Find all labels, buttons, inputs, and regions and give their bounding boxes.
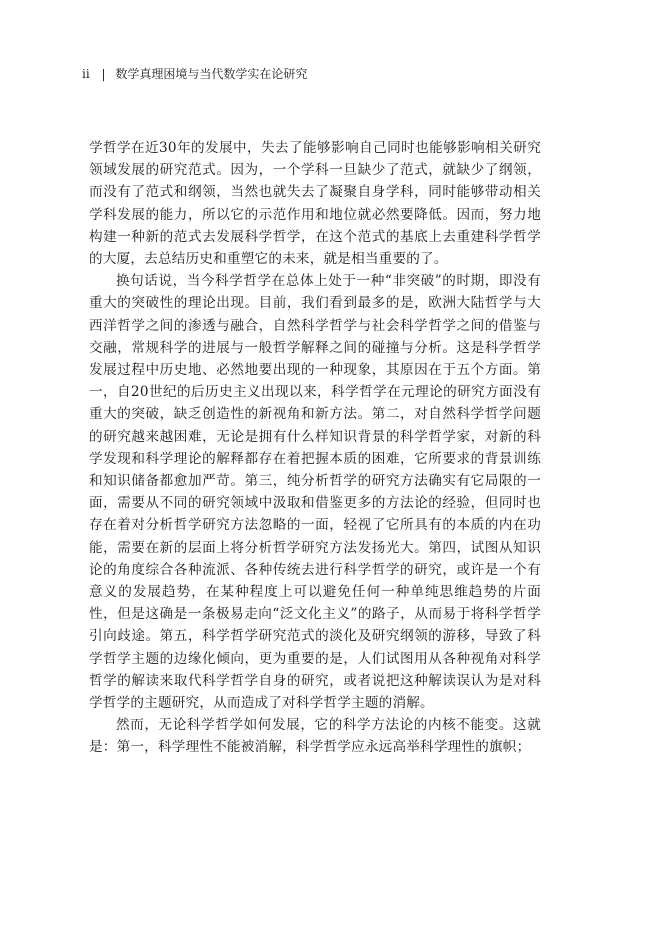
paragraph-methodology-core: 然而，无论科学哲学如何发展，它的科学方法论的内核不能变。这就是：第一，科学理性不能被消解，科学哲学应永远高举科学理性的旗帜；	[89, 717, 541, 756]
running-header	[82, 66, 307, 82]
book-title: 数学真理困境与当代数学实在论研究	[115, 67, 308, 81]
header-separator: |	[101, 67, 106, 81]
paragraph-continued: 学哲学在近30年的发展中，失去了能够影响自己同时也能够影响相关研究领域发展的研究范式。因为，一个学科一旦缺少了范式，就缺少了纲领，而没有了范式和纲领，当然也就失去了凝聚自身学科，同时能够带动相关学科发展的能力，所以它的示范作用和地位就必然要降低。因而，努力地构建一种新的范式去发展科学哲学，在这个范式的基底上去重建科学哲学的大厦，去总结历史和重塑它的未来，就是相当重要的了。	[89, 140, 541, 268]
paragraph-non-breakthrough-period: 换句话说，当今科学哲学在总体上处于一种“非突破”的时期，即没有重大的突破性的理论出现。目前，我们看到最多的是，欧洲大陆哲学与大西洋哲学之间的渗透与融合，自然科学哲学与社会科学哲学之间的借鉴与交融，常规科学的进展与一般哲学解释之间的碰撞与分析。这是科学哲学发展过程中历史地、必然地要出现的一种现象，其原因在于五个方面。第一，自20世纪的后历史主义出现以来，科学哲学在元理论的研究方面没有重大的突破，缺乏创造性的新视角和新方法。第二，对自然科学哲学问题的研究越来越困难，无论是拥有什么样知识背景的科学哲学家，对新的科学发现和科学理论的解释都存在着把握本质的困难，它所要求的背景训练和知识储备都愈加严苛。第三，纯分析哲学的研究方法确实有它局限的一面，需要从不同的研究领域中汲取和借鉴更多的方法论的经验，但同时也存在着对分析哲学研究方法忽略的一面，轻视了它所具有的本质的内在功能，需要在新的层面上将分析哲学研究方法发扬光大。第四，试图从知识论的角度综合各种流派、各种传统去进行科学哲学的研究，或许是一个有意义的发展趋势，在某种程度上可以避免任何一种单纯思维趋势的片面性，但是这确是一条极易走向“泛文化主义”的路子，从而易于将科学哲学引向歧途。第五，科学哲学研究范式的淡化及研究纲领的游移，导致了科学哲学主题的边缘化倾向，更为重要的是，人们试图用从各种视角对科学哲学的解读来取代科学哲学自身的研究，或者说把这种解读误认为是对科学哲学的主题研究，从而造成了对科学哲学主题的消解。	[89, 273, 541, 712]
body-text	[89, 137, 541, 759]
page-number: ii	[82, 67, 90, 81]
